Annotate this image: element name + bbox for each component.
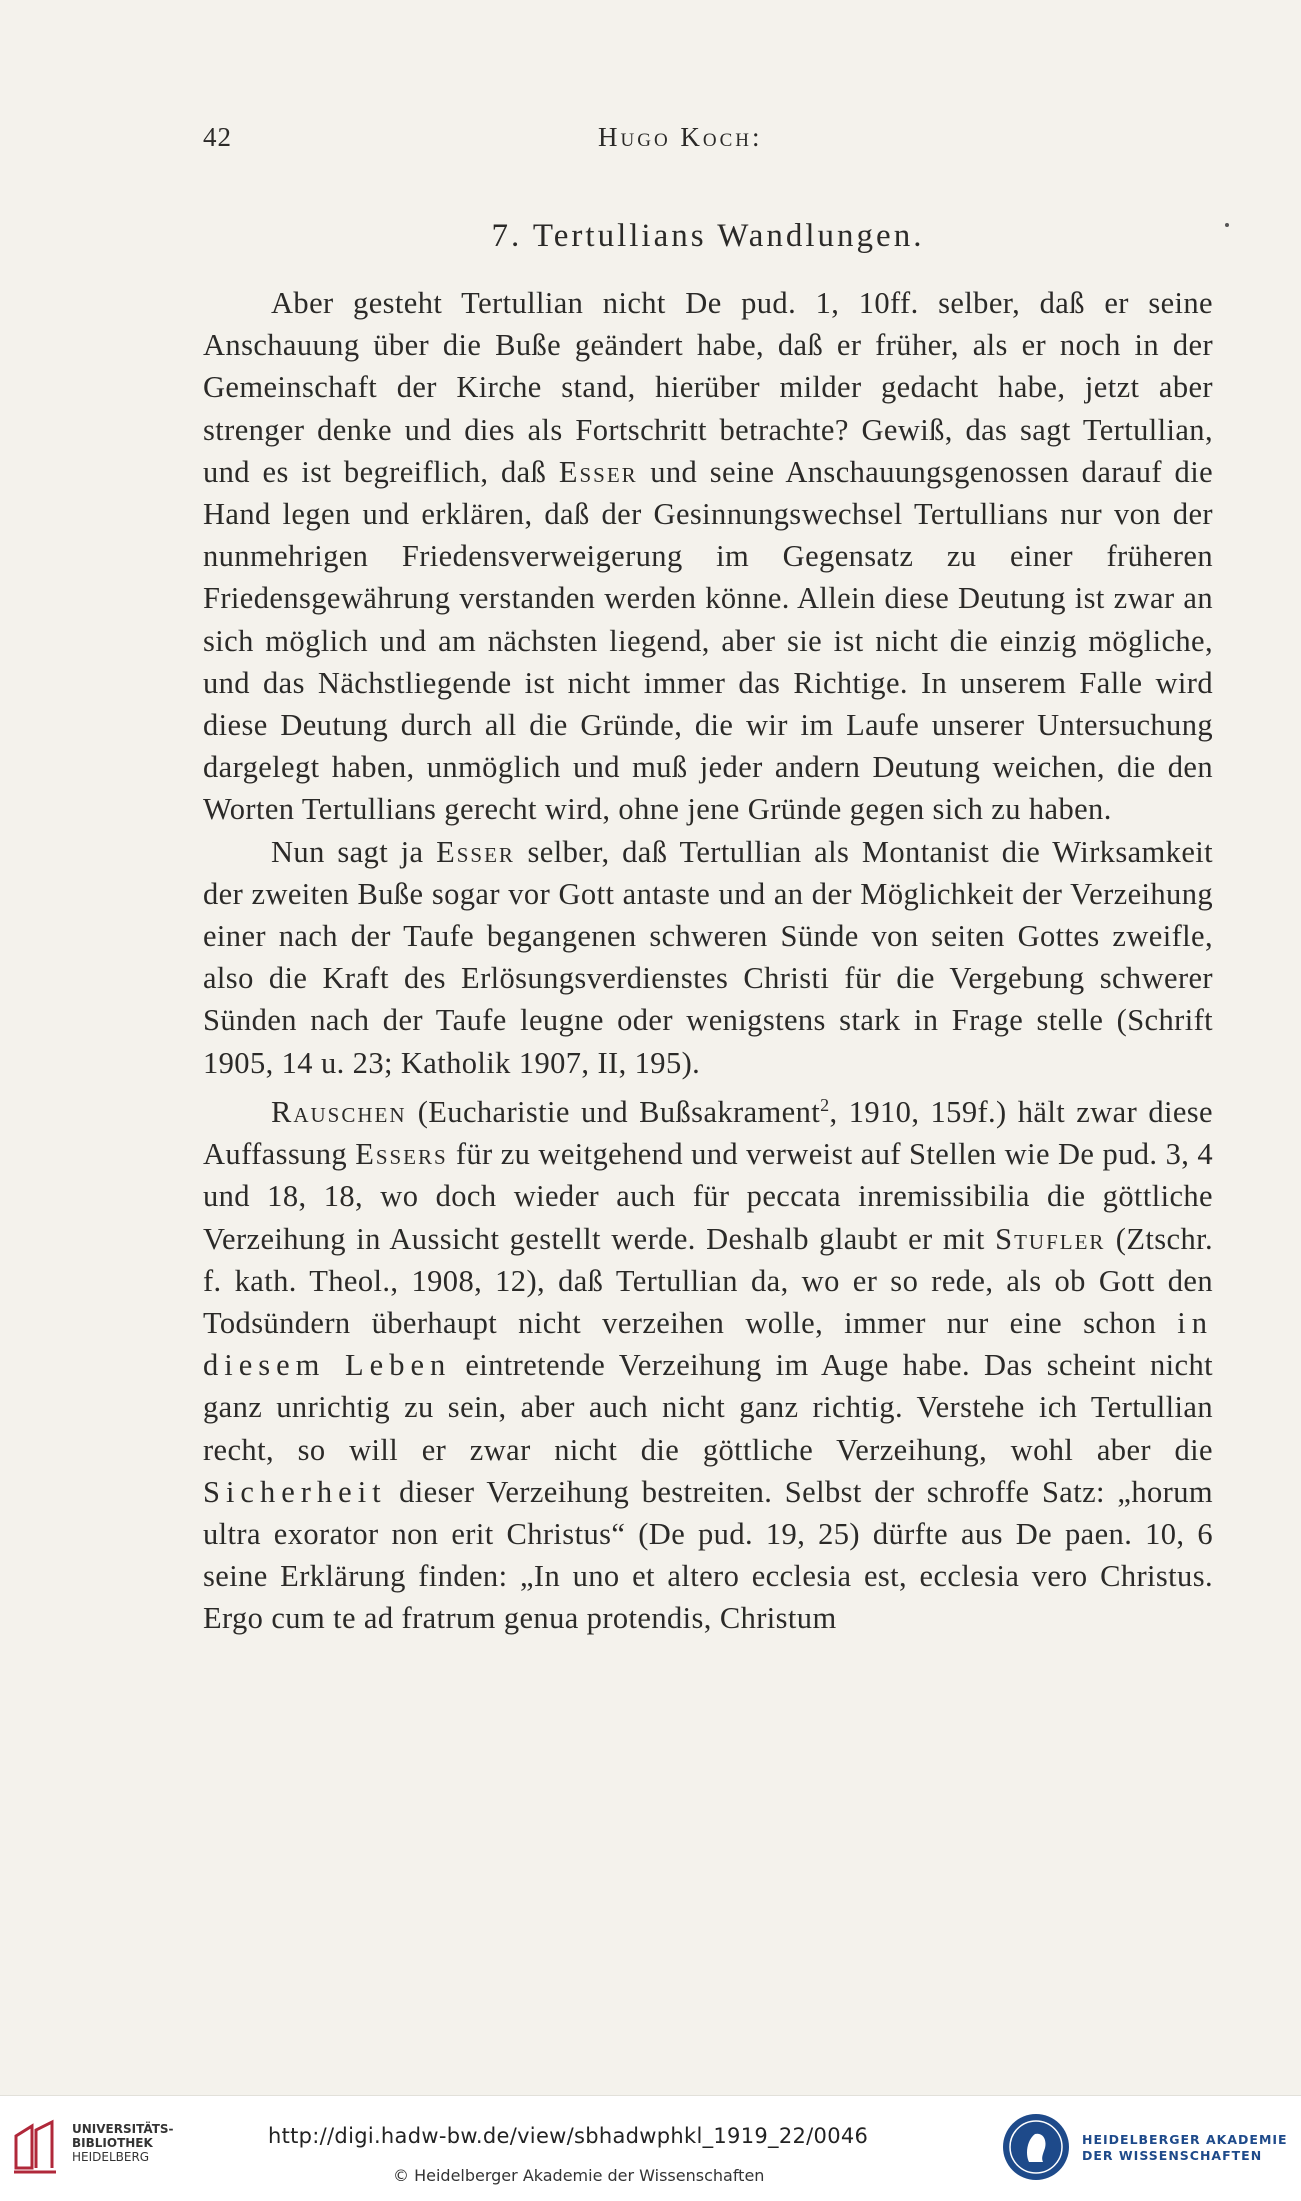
author-name: Stufler xyxy=(995,1221,1106,1256)
author-name: Esser xyxy=(436,834,515,869)
academy-seal-icon xyxy=(1003,2114,1069,2180)
section-title: 7. Tertullians Wandlungen. xyxy=(491,218,925,254)
emphasis-spaced: Sicherheit xyxy=(203,1474,387,1509)
author-name: Esser xyxy=(558,454,638,489)
academy-name: HEIDELBERGER AKADEMIE DER WISSENSCHAFTEN xyxy=(1082,2132,1288,2163)
author-name: Rauschen xyxy=(271,1095,407,1130)
superscript: 2 xyxy=(820,1094,830,1115)
library-logo-icon xyxy=(12,2118,60,2178)
margin-speck xyxy=(1225,223,1229,227)
footer-bar xyxy=(0,2095,1301,2201)
paragraph-2: Nun sagt ja Esser selber, daß Tertullian als Montanist die Wirksamkeit der zweiten Buße sogar vor Gott antaste und an der Möglichkeit der Verzeihung einer nach der Taufe begangenen schweren Sünde von seiten Gottes zweifle, also die Kraft des Erlösungsverdienstes Christi für die Vergebung schwerer Sünden nach der Taufe leugne oder wenigstens stark in Frage stelle (Schrift 1905, 14 u. 23; Katholik 1907, II, 195). xyxy=(203,834,1213,1080)
emphasis-spaced: in diesem Leben xyxy=(203,1306,1213,1383)
copyright-notice: © Heidelberger Akademie der Wissenschaften xyxy=(393,2166,765,2185)
paragraph-3: Rauschen (Eucharistie und Bußsakrament$^2$, 1910, 159f.) hält zwar diese Auffassung Essers für zu weitgehend und verweist auf Stellen wie De pud. 3, 4 und 18, 18, wo doch wieder auch für peccata inremissibilia die göttliche Verzeihung in Aussicht gestellt werde. Deshalb glaubt er mit Stufler (Ztschr. f. kath. Theol., 1908, 12), daß Tertullian da, wo er so rede, als ob Gott den Todsündern überhaupt nicht verzeihen wolle, immer nur eine schon in diesem Leben eintretende Verzeihung im Auge habe. Das scheint nicht ganz unrichtig zu sein, aber auch nicht ganz richtig. Verstehe ich Tertullian recht, so will er zwar nicht die göttliche Verzeihung, wohl aber die Sicherheit dieser Verzeihung bestreiten. Selbst der schroffe Satz: „horum ultra exorator non erit Christus“ (De pud. 19, 25) dürfte aus De paen. 10, 6 seine Erklärung finden: „In uno et altero ecclesia est, ecclesia vero Christus. Ergo cum te ad fratrum genua protendis, Christum xyxy=(203,1094,1214,1636)
page-header xyxy=(203,122,1213,162)
page-number: 42 xyxy=(203,122,232,152)
author-name: Essers xyxy=(355,1137,448,1172)
running-title: Hugo Koch: xyxy=(598,122,763,152)
source-url-link[interactable]: http://digi.hadw-bw.de/view/sbhadwphkl_1919_22/0046 xyxy=(268,2124,869,2148)
paragraph-1: Aber gesteht Tertullian nicht De pud. 1, 10ff. selber, daß er seine Anschauung über die Buße geändert habe, daß er früher, als er noch in der Gemeinschaft der Kirche stand, hierüber milder gedacht habe, jetzt aber strenger denke und dies als Fortschritt betrachte? Gewiß, das sagt Tertullian, und es ist begreiflich, daß Esser und seine Anschauungsgenossen darauf die Hand legen und erklären, daß der Gesinnungswechsel Tertullians nur von der nunmehrigen Friedensverweigerung im Gegensatz zu einer früheren Friedensgewährung verstanden werden könne. Allein diese Deutung ist zwar an sich möglich und am nächsten liegend, aber sie ist nicht die einzig mögliche, und das Nächstliegende ist nicht immer das Richtige. In unserem Falle wird diese Deutung durch all die Gründe, die wir im Laufe unserer Untersuchung dargelegt haben, unmöglich und muß jeder andern Deutung weichen, die den Worten Tertullians gerecht wird, ohne jene Gründe gegen sich zu haben. xyxy=(203,286,1214,827)
body-text xyxy=(203,282,1213,1640)
library-name: UNIVERSITÄTS- BIBLIOTHEK HEIDELBERG xyxy=(72,2122,174,2164)
